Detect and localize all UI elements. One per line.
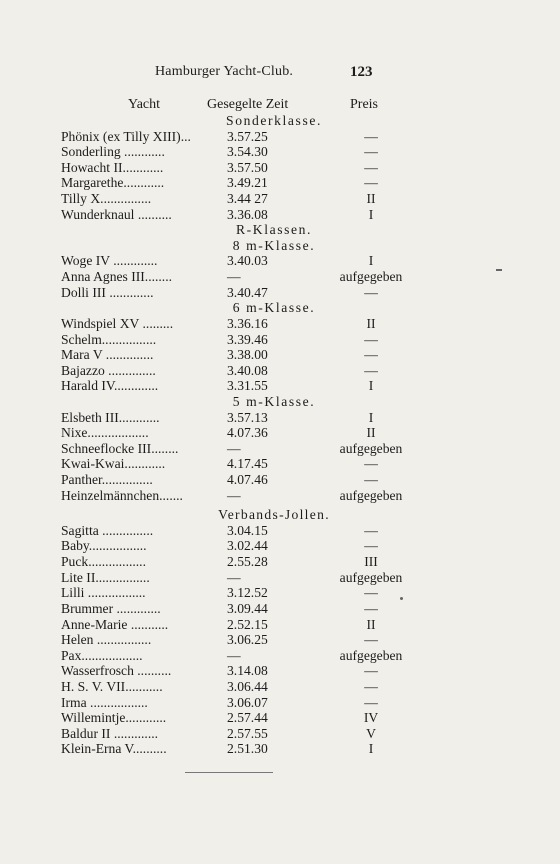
sailed-time: 3.06.44 <box>227 678 268 694</box>
table-row <box>0 285 560 301</box>
results-list <box>0 113 560 757</box>
sailed-time: 2.52.15 <box>227 616 268 632</box>
sailed-time: 3.12.52 <box>227 585 268 601</box>
sailed-time: 2.51.30 <box>227 741 268 757</box>
column-header-yacht: Yacht <box>128 97 161 112</box>
prize: — <box>364 362 378 378</box>
table-row <box>0 253 560 269</box>
table-row <box>0 425 560 441</box>
table-row <box>0 207 560 223</box>
prize: — <box>364 284 378 300</box>
yacht-name: Lite II................ <box>61 569 150 585</box>
prize: — <box>364 522 378 538</box>
yacht-name: Panther............... <box>61 472 153 488</box>
table-row <box>0 523 560 539</box>
yacht-name: Nixe.................. <box>61 425 149 441</box>
sailed-time: 3.54.30 <box>227 144 268 160</box>
prize: — <box>364 538 378 554</box>
sailed-time: 3.31.55 <box>227 378 268 394</box>
yacht-name: Klein-Erna V.......... <box>61 741 167 757</box>
sailed-time: 3.09.44 <box>227 600 268 616</box>
yacht-name: Puck................. <box>61 554 146 570</box>
sailed-time: 4.07.46 <box>227 472 268 488</box>
table-row <box>0 679 560 695</box>
yacht-name: Bajazzo .............. <box>61 362 156 378</box>
prize: I <box>368 378 374 394</box>
yacht-name: Wasserfrosch .......... <box>61 663 172 679</box>
prize: — <box>364 678 378 694</box>
sailed-time: — <box>227 440 241 456</box>
sailed-time: 3.57.25 <box>227 128 268 144</box>
footer-rule <box>185 772 273 773</box>
yacht-name: Baby................. <box>61 538 147 554</box>
yacht-name: Sagitta ............... <box>61 522 154 538</box>
prize: — <box>364 144 378 160</box>
sailed-time: 2.55.28 <box>227 554 268 570</box>
table-row <box>0 332 560 348</box>
prize: aufgegeben <box>339 269 403 285</box>
prize: aufgegeben <box>339 487 403 503</box>
yacht-name: Woge IV ............. <box>61 253 158 269</box>
prize: — <box>364 159 378 175</box>
table-row <box>0 456 560 472</box>
section-heading: Sonderklasse. <box>226 113 322 128</box>
column-header-prize: Preis <box>350 97 378 112</box>
prize: III <box>364 554 378 570</box>
prize: aufgegeben <box>339 440 403 456</box>
sailed-time: 3.38.00 <box>227 347 268 363</box>
yacht-name: Heinzelmännchen....... <box>61 487 183 503</box>
table-row <box>0 144 560 160</box>
yacht-name: Dolli III ............. <box>61 284 154 300</box>
prize: — <box>364 694 378 710</box>
yacht-name: Windspiel XV ......... <box>61 315 174 331</box>
section-heading: 6 m-Klasse. <box>232 300 316 316</box>
sailed-time: 4.17.45 <box>227 456 268 472</box>
section-heading: Verbands-Jollen. <box>218 507 330 523</box>
yacht-name: Helen ................ <box>61 632 152 648</box>
sailed-time: — <box>227 487 241 503</box>
sailed-time: 3.39.46 <box>227 331 268 347</box>
column-header-time: Gesegelte Zeit <box>207 97 289 112</box>
table-row <box>0 472 560 488</box>
table-row <box>0 410 560 426</box>
yacht-name: Baldur II ............. <box>61 725 159 741</box>
page-number: 123 <box>350 64 373 80</box>
prize: — <box>364 663 378 679</box>
yacht-name: Lilli ................. <box>61 585 146 601</box>
sailed-time: 3.04.15 <box>227 522 268 538</box>
prize: — <box>364 128 378 144</box>
table-row <box>0 538 560 554</box>
table-row <box>0 378 560 394</box>
prize: I <box>368 206 374 222</box>
table-row <box>0 269 560 285</box>
yacht-name: Sonderling ............ <box>61 144 165 160</box>
table-row <box>0 601 560 617</box>
table-row <box>0 663 560 679</box>
table-row <box>0 617 560 633</box>
table-row <box>0 441 560 457</box>
sailed-time: 3.36.08 <box>227 206 268 222</box>
prize: — <box>364 585 378 601</box>
sailed-time: 3.57.50 <box>227 159 268 175</box>
section-heading: 8 m-Klasse. <box>232 237 316 253</box>
prize: I <box>368 253 374 269</box>
table-row <box>0 726 560 742</box>
prize: — <box>364 472 378 488</box>
margin-mark <box>400 597 403 600</box>
sailed-time: 3.02.44 <box>227 538 268 554</box>
sailed-time: 3.44 27 <box>227 191 268 207</box>
table-row <box>0 632 560 648</box>
sailed-time: 3.40.03 <box>227 253 268 269</box>
table-row <box>0 488 560 504</box>
section-heading: 5 m-Klasse. <box>232 393 316 409</box>
yacht-name: Tilly X............... <box>61 191 152 207</box>
table-row <box>0 363 560 379</box>
prize: I <box>368 741 374 757</box>
prize: — <box>364 456 378 472</box>
yacht-name: Irma ................. <box>61 694 148 710</box>
sailed-time: — <box>227 569 241 585</box>
table-row <box>0 554 560 570</box>
prize: aufgegeben <box>339 647 403 663</box>
running-title: Hamburger Yacht-Club. <box>155 64 294 79</box>
table-row <box>0 347 560 363</box>
table-row <box>0 160 560 176</box>
section-heading: R-Klassen. <box>235 222 313 238</box>
yacht-name: Margarethe............ <box>61 175 165 191</box>
yacht-name: Mara V .............. <box>61 347 154 363</box>
yacht-name: Wunderknaul .......... <box>61 206 172 222</box>
table-row <box>0 710 560 726</box>
prize: II <box>366 315 376 331</box>
prize: II <box>366 425 376 441</box>
table-row <box>0 191 560 207</box>
prize: — <box>364 331 378 347</box>
sailed-time: 3.06.07 <box>227 694 268 710</box>
table-row <box>0 570 560 586</box>
sailed-time: 3.49.21 <box>227 175 268 191</box>
prize: — <box>364 347 378 363</box>
yacht-name: Anna Agnes III........ <box>61 269 172 285</box>
prize: I <box>368 409 374 425</box>
table-row <box>0 648 560 664</box>
sailed-time: 3.40.08 <box>227 362 268 378</box>
prize: — <box>364 600 378 616</box>
table-row <box>0 129 560 145</box>
sailed-time: 4.07.36 <box>227 425 268 441</box>
yacht-name: H. S. V. VII........... <box>61 678 163 694</box>
yacht-name: Elsbeth III............ <box>61 409 160 425</box>
table-row <box>0 741 560 757</box>
sailed-time: — <box>227 269 241 285</box>
sailed-time: — <box>227 647 241 663</box>
prize: IV <box>363 710 379 726</box>
table-row <box>0 175 560 191</box>
sailed-time: 3.57.13 <box>227 409 268 425</box>
yacht-name: Kwai-Kwai............ <box>61 456 166 472</box>
table-row <box>0 585 560 601</box>
sailed-time: 3.36.16 <box>227 315 268 331</box>
table-row <box>0 695 560 711</box>
sailed-time: 3.14.08 <box>227 663 268 679</box>
yacht-name: Pax.................. <box>61 647 143 663</box>
yacht-name: Harald IV............. <box>61 378 159 394</box>
yacht-name: Willemintje............ <box>61 710 167 726</box>
sailed-time: 3.40.47 <box>227 284 268 300</box>
yacht-name: Schneeflocke III........ <box>61 440 179 456</box>
running-head <box>0 64 560 84</box>
yacht-name: Schelm................ <box>61 331 157 347</box>
prize: — <box>364 632 378 648</box>
sailed-time: 3.06.25 <box>227 632 268 648</box>
sailed-time: 2.57.55 <box>227 725 268 741</box>
prize: aufgegeben <box>339 569 403 585</box>
margin-mark <box>496 269 502 271</box>
prize: — <box>364 175 378 191</box>
prize: V <box>366 725 376 741</box>
table-row <box>0 316 560 332</box>
prize: II <box>366 191 376 207</box>
yacht-name: Phönix (ex Tilly XIII)... <box>61 128 191 144</box>
sailed-time: 2.57.44 <box>227 710 268 726</box>
yacht-name: Brummer ............. <box>61 600 161 616</box>
yacht-name: Howacht II............ <box>61 159 164 175</box>
yacht-name: Anne-Marie ........... <box>61 616 169 632</box>
prize: II <box>366 616 376 632</box>
